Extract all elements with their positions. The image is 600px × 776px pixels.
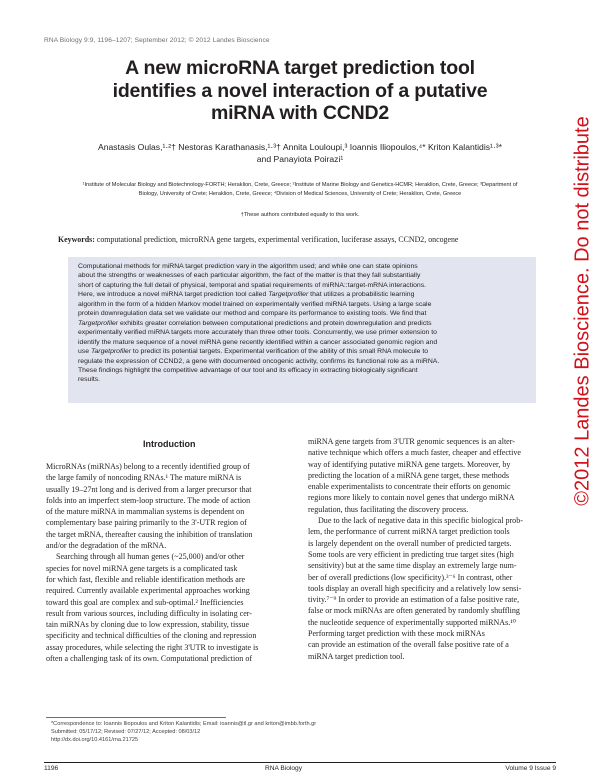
abstract-line: regulate the expression of CCND2, a gene with documented oncogenic activity, confirms its functional role as a miRNA.: [78, 357, 440, 365]
keywords-label: Keywords:: [58, 235, 95, 244]
authors-line: and Panayiota Poirazi¹: [256, 154, 344, 164]
keywords: [58, 235, 553, 244]
abstract-line: Targetprofiler exhibits greater correlation between computational predictions and protein downregulation and predicts: [78, 319, 432, 327]
equal-contribution-note: †These authors contributed equally to this work.: [240, 212, 360, 218]
footer-journal-name: RNA Biology: [265, 765, 303, 772]
body-line: way of identifying putative miRNA gene targets. Moreover, by: [308, 459, 511, 469]
doi-link[interactable]: http://dx.doi.org/10.4161/rna.21725: [51, 736, 139, 743]
author-list: [60, 141, 540, 165]
affiliations: [44, 181, 556, 199]
body-line: native technique which offers a much faster, cheaper and effective: [308, 448, 521, 458]
abstract-line: identify the mature sequence of a novel miRNA gene recently identified within a cancer associated genomic region and: [78, 338, 438, 346]
body-line: lem, the performance of current miRNA target prediction tools: [308, 527, 510, 537]
body-line: false or mock miRNAs are often generated by randomly shuffling: [308, 606, 520, 616]
journal-citation-line: RNA Biology 9:9, 1196–1207; September 2012; © 2012 Landes Bioscience: [44, 37, 270, 44]
body-line: regions more likely to contain novel genes that undergo miRNA: [308, 493, 515, 503]
body-line: miRNA gene targets from 3'UTR genomic sequences is an alter-: [308, 437, 515, 446]
body-line: tivity.⁷⁻⁹ In order to provide an estimation of a false positive rate,: [308, 595, 520, 605]
abstract-line: protein downregulation data set we validate our method and compare its performance to existing tools. We find that: [78, 310, 427, 318]
body-line: complementary base pairing primarily to the 3'-UTR region of: [46, 518, 247, 528]
authors-line: Anastasis Oulas,¹·²† Nestoras Karathanasis,¹·³† Annita Louloupi,³ Ioannis Iliopoulos,⁴* Kriton Kalantidis¹·³*: [98, 142, 502, 152]
body-line: tain miRNAs by cloning due to low expression, stability, tissue: [46, 620, 250, 630]
footnote-line: *Correspondence to: Ioannis Iliopoulos and Kriton Kalantidis; Email: ioannis@tl.gr and kriton@imbb.forth.gr: [51, 721, 317, 727]
affiliation-line: Biology, University of Crete; Heraklion, Crete, Greece; ⁴Division of Medical Sciences, University of Crete; Heraklion, Crete, Greece: [138, 191, 462, 197]
body-line: miRNA target prediction tool.: [308, 651, 405, 661]
body-line: ber of overall predictions (low specificity).³⁻⁶ In contrast, other: [308, 572, 513, 582]
body-line: can provide an estimation of the overall false positive rate of a: [308, 640, 509, 650]
body-line: sensitivity) but at the same time display an extremely large num-: [308, 561, 517, 571]
body-line: is largely dependent on the overall number of predicted targets.: [308, 538, 512, 548]
body-line: tools display an overall high specificity and a relatively low sensi-: [308, 583, 522, 593]
body-line: for which fast, flexible and reliable identification methods are: [46, 574, 246, 584]
abstract-line: Computational methods for miRNA target prediction vary in the algorithm used; and while one can state opinions: [78, 263, 418, 270]
abstract-line: These findings highlight the competitive advantage of our tool and its efficacy in extracting biologically significant: [78, 366, 418, 374]
section-heading-introduction: Introduction: [143, 439, 196, 449]
title-line: identifies a novel interaction of a putative: [112, 79, 488, 102]
body-line: the target mRNA, thereafter causing the inhibition of translation: [46, 529, 253, 539]
body-line: Due to the lack of negative data in this specific biological prob-: [318, 516, 523, 526]
body-line: result from various sources, including difficulty in isolating cer-: [46, 608, 252, 618]
copyright-watermark: ©2012 Landes Bioscience. Do not distribute: [571, 116, 594, 506]
body-line: MicroRNAs (miRNAs) belong to a recently identified group of: [46, 462, 250, 471]
footer-divider: [44, 762, 556, 763]
abstract-line: short of capturing the full detail of physical, temporal and spatial requirements of miRNA::target-mRNA interactions.: [78, 281, 427, 289]
body-column-right: [308, 436, 560, 662]
abstract: [78, 262, 530, 385]
title-line: miRNA with CCND2: [210, 102, 390, 124]
abstract-line: results.: [78, 376, 101, 384]
footnote-divider: [46, 717, 226, 718]
body-line: toward this goal are complex and sub-optimal.² Inefficiencies: [46, 597, 244, 607]
body-line: folds into an imperfect stem-loop structure. The mode of action: [46, 495, 251, 505]
body-column-left: [46, 461, 298, 664]
body-line: the nucleotide sequence of experimentally supported miRNAs.¹⁰: [308, 617, 516, 627]
correspondence-footnote: [51, 721, 316, 744]
body-line: often a challenging task of its own. Computational prediction of: [46, 654, 253, 664]
affiliation-line: ¹Institute of Molecular Biology and Biotechnology-FORTH; Heraklion, Crete, Greece; ²Institute of Marine Biology and Genetics-HCMR; Heraklion, Crete, Greece; ³Department of: [82, 182, 518, 188]
page-number: 1196: [44, 765, 59, 772]
copyright-watermark-container: [570, 14, 596, 608]
body-line: Performing target prediction with these mock miRNAs: [308, 629, 485, 639]
body-line: Searching through all human genes (~25,000) and/or other: [56, 552, 245, 562]
body-line: and/or the degradation of the mRNA.: [46, 541, 167, 551]
body-line: the large family of noncoding RNAs.¹ The mature miRNA is: [46, 473, 242, 483]
body-line: Some tools are very efficient in predicting true target sites (high: [308, 549, 514, 559]
body-line: required. Currently available experimental approaches working: [46, 586, 250, 596]
abstract-line: experimentally verified miRNA targets more accurately than three other tools. Concurrently, we use primer extension to: [78, 329, 437, 337]
body-line: specificity and technical difficulties of the cloning and repression: [46, 631, 257, 641]
abstract-line: Here, we introduce a novel miRNA target prediction tool called Targetprofiler that utilizes a probabilistic learning: [78, 291, 415, 299]
title-line: A new microRNA target prediction tool: [125, 57, 475, 79]
body-line: predicting the location of a miRNA gene target, these methods: [308, 470, 509, 480]
footnote-line: Submitted: 05/17/12; Revised: 07/27/12; Accepted: 08/03/12: [51, 728, 201, 735]
body-line: regulation, thus facilitating the discovery process.: [308, 504, 469, 514]
abstract-line: algorithm in the form of a hidden Markov model trained on experimentally verified miRNA targets. Using a large scale: [78, 300, 432, 308]
abstract-line: about the strengths or weaknesses of each particular algorithm, the fact of the matter is that they fall substantially: [78, 272, 421, 280]
body-line: enable experimentalists to concentrate their efforts on genomic: [308, 482, 511, 492]
body-line: of the mature miRNA in mammalian systems is dependent on: [46, 507, 245, 517]
abstract-line: use Targetprofiler to predict its potential targets. Experimental verification of the ability of this small RNA molecule to: [78, 348, 429, 356]
article-title: [60, 57, 540, 125]
body-line: species for novel miRNA gene targets is a complicated task: [46, 563, 238, 573]
footer-volume-issue: Volume 9 Issue 9: [505, 765, 556, 772]
keywords-text: computational prediction, microRNA gene targets, experimental verification, luciferase assays, CCND2, oncogene: [96, 235, 459, 244]
body-line: assay procedures, while selecting the right 3'UTR to investigate is: [46, 642, 259, 652]
body-line: usually 19–27nt long and is derived from a larger precursor that: [46, 484, 252, 494]
